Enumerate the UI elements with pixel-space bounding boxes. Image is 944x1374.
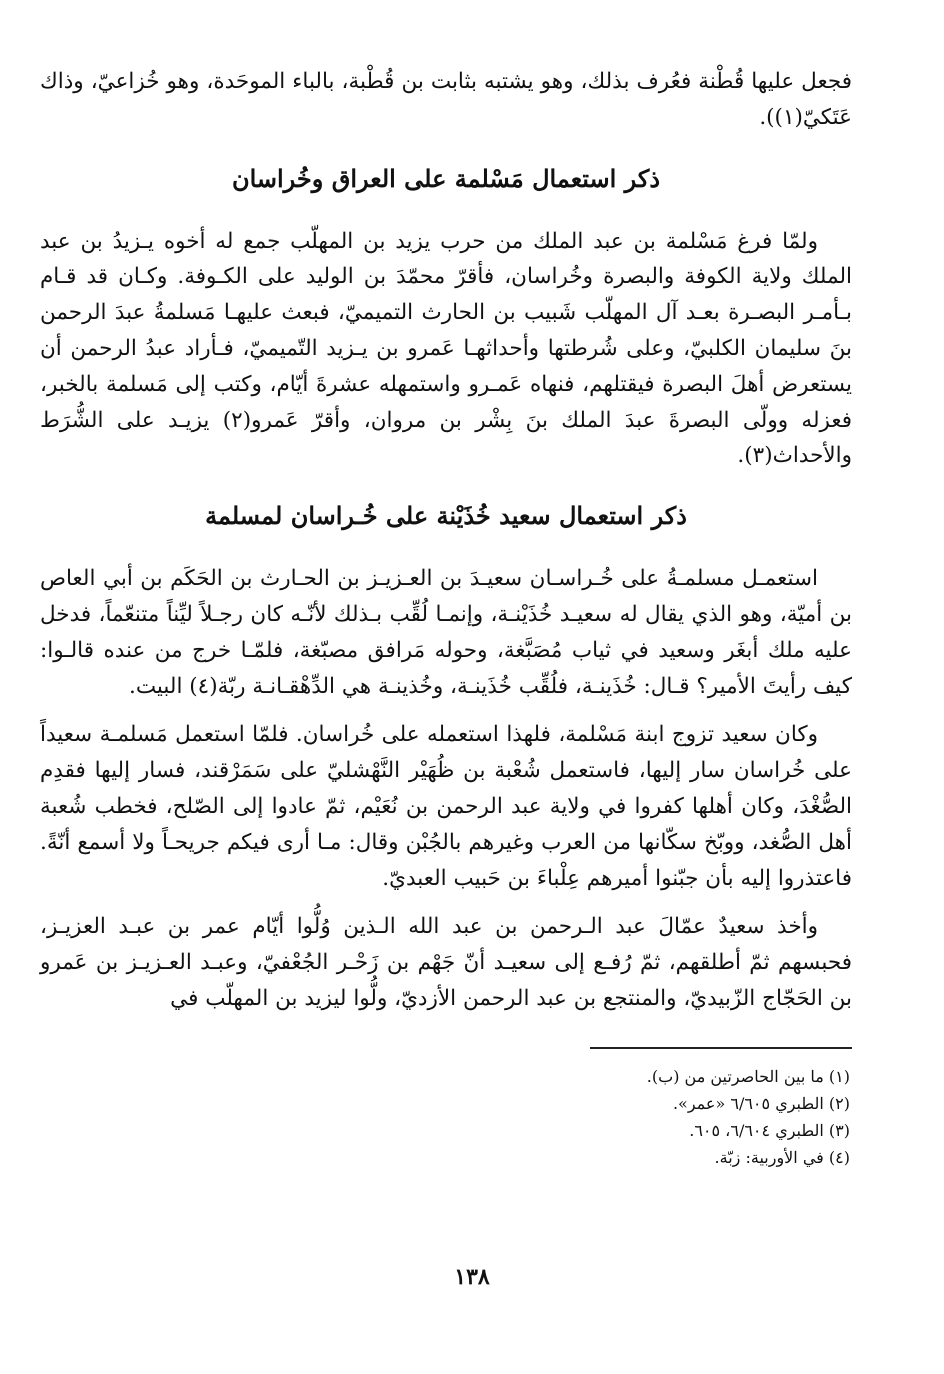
- paragraph: [40, 909, 852, 1016]
- text-line: ولمّا فرغ مَسْلمة بن عبد الملك من حرب يزيد بن المهلّب جمع له أخوه يـزيدُ بن: [80, 228, 818, 254]
- paragraph: [40, 224, 852, 475]
- section-heading: ذكر استعمال سعيد خُذَيْنة على خُـراسان لمسلمة: [205, 501, 687, 531]
- page-number: ١٣٨: [454, 1264, 490, 1290]
- footnote-divider: [590, 1047, 852, 1049]
- text-line: إلى مَسلمة بالخبر، فعزله وولّى البصرةَ عبدَ الملك بنَ بِشْر بن مروان، وأقرّ عَمرو(٢) يزيـد: [40, 371, 853, 433]
- text-line: ولا أسمع أنّةً. فاعتذروا إليه بأن جبّنوا أميرهم عِلْباءَ بن حَبيب العبديّ.: [40, 829, 852, 891]
- text-line: عبدَ الرحمن بنَ سليمان الكلبيّ، وعلى شُرطتها وأحداثهـا عَمرو بن يـزيد التّميميّ، فـأراد: [40, 300, 852, 361]
- text-line: عبدُ الرحمن أن يستعرض أهلَ البصرة فيقتلهم، فنهاه عَمـرو واستمهله عشرةَ أيّام، وكتب: [40, 335, 852, 397]
- text-line: استعمـل مسلمـةُ على خُـراسـان سعيـدَ بن العـزيـز بن الحـارث بن الحَكَم بن أبي: [102, 566, 818, 592]
- text-line: على الشُّرَط والأحداث(٣).: [40, 407, 852, 469]
- footnote: (١) ما بين الحاصرتين من (ب).: [646, 1066, 850, 1086]
- footnote: (٣) الطبري ٦/٦٠٤، ٦٠٥.: [689, 1120, 850, 1140]
- section-heading: ذكر استعمال مَسْلمة على العراق وخُراسان: [231, 163, 661, 193]
- text-line: وكان سعيد تزوج ابنة مَسْلمة، فلهذا استعمله على خُراسان. فلمّا استعمل مَسلمـة: [99, 722, 818, 748]
- footnote: (٢) الطبري ٦/٦٠٥ «عمر».: [672, 1093, 850, 1113]
- text-line: فحبسهم ثمّ أطلقهم، ثمّ رُفـع إلى سعيـد أنّ جَهْم بن زَحْـر الجُعْفيّ، وعبـد العـزيـز بن: [95, 950, 852, 976]
- main-text: [40, 64, 852, 1017]
- text-line: سعيداً على خُراسان سار إليها، فاستعمل شُعْبة بن ظُهَيْر النَّهْشليّ على سَمَرْقند، فسار إليها: [40, 722, 852, 784]
- intro-paragraph: [40, 64, 852, 136]
- text-line: عَمرو بن الحَجّاج الزّبيديّ، والمنتجع بن عبد الرحمن الأزديّ، ولُّوا ليزيد بن المهلّب في: [40, 950, 852, 1011]
- paragraph: [40, 717, 852, 896]
- text-line: فجعل عليها قُطْنة فعُرف بذلك، وهو يشتبه بثابت بن قُطْبة، بالباء الموحَدة، وهو خُزاعيّ،: [90, 69, 852, 94]
- text-line: عبد الملك ولاية الكوفة والبصرة وخُراسان، فأقرّ محمّدَ بن الوليد على الكـوفة. وكـان قد: [40, 228, 852, 290]
- text-line: ربّة(٤) البيت.: [128, 673, 246, 699]
- text-line: متنعّماً، فدخل عليه ملك أبغَر وسعيد في ثياب مُصَبَّغة، وحوله مَرافق مصبّغة، فلمّـا خرج: [40, 601, 852, 663]
- text-line: من عنده قالـوا: كيف رأيتَ الأمير؟ قـال: خُذَينـة، فلُقِّب خُذَينـة، وخُذينـة هي الدِّهْقـانـة: [40, 637, 852, 699]
- text-line: وأخذ سعيدٌ عمّالَ عبد الـرحمن بن عبد الله الـذين وُلُّوا أيّام عمر بن عبـد العزيـز،: [40, 914, 818, 940]
- text-line: وذاك عَتَكيّ(١)).: [40, 69, 852, 130]
- text-line: العاص بن أميّة، وهو الذي يقال له سعيـد خُذَيْنـة، وإنمـا لُقِّب بـذلك لأنّـه كان رجـلاً ليِّناً: [40, 566, 852, 627]
- text-line: قـام بـأمـر البصـرة بعـد آل المهلّب شَبيب بن الحارث التميميّ، فبعث عليهـا مَسلمةُ: [40, 264, 852, 326]
- text-line: فقدِم الصُّغْدَ، وكان أهلها كفروا في ولاية عبد الرحمن بن نُعَيْم، ثمّ عادوا إلى الصّلح، فخطب: [40, 758, 852, 819]
- paragraph: [40, 561, 852, 704]
- footnotes: [40, 1063, 852, 1171]
- text-line: شُعبة أهل الصُّغد، ووبّخ سكّانها من العرب وغيرهم بالجُبْن وقال: مـا أرى فيكم جريحـاً: [40, 793, 852, 855]
- footnote: (٤) في الأوربية: زبّة.: [714, 1147, 850, 1167]
